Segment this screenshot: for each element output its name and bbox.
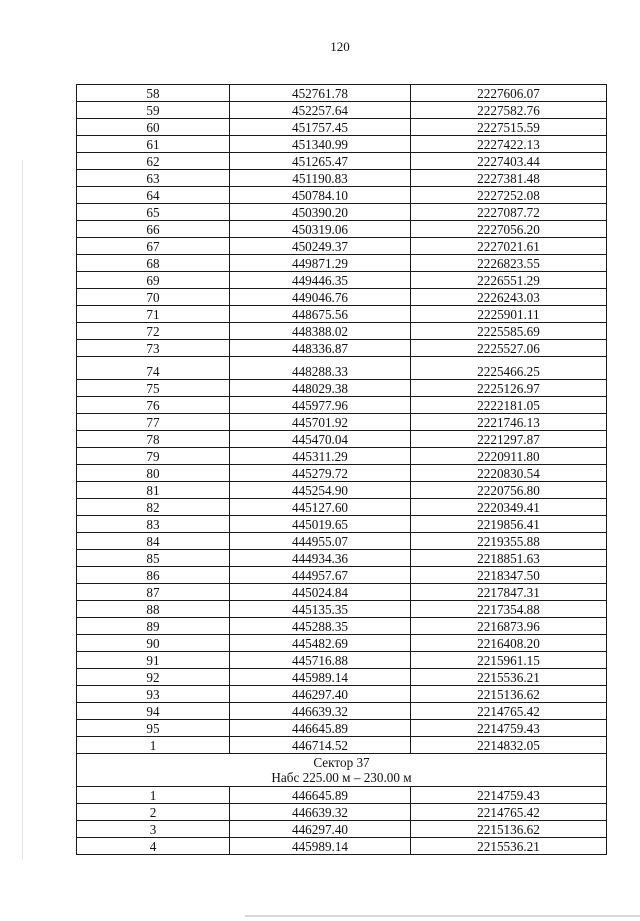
table-row bbox=[77, 838, 607, 855]
y-coordinate-cell: 2214765.42 bbox=[411, 804, 607, 821]
x-coordinate-cell: 448675.56 bbox=[230, 306, 411, 323]
point-number-cell: 1 bbox=[77, 787, 230, 804]
y-coordinate-cell: 2215536.21 bbox=[411, 838, 607, 855]
y-coordinate-cell: 2220756.80 bbox=[411, 482, 607, 499]
table-row bbox=[77, 737, 607, 754]
y-coordinate-cell: 2225466.25 bbox=[411, 357, 607, 380]
y-coordinate-cell: 2219856.41 bbox=[411, 516, 607, 533]
x-coordinate-cell: 446297.40 bbox=[230, 821, 411, 838]
y-coordinate-cell: 2215136.62 bbox=[411, 821, 607, 838]
point-number-cell: 80 bbox=[77, 465, 230, 482]
x-coordinate-cell: 446645.89 bbox=[230, 720, 411, 737]
x-coordinate-cell: 448288.33 bbox=[230, 357, 411, 380]
x-coordinate-cell: 445019.65 bbox=[230, 516, 411, 533]
y-coordinate-cell: 2216873.96 bbox=[411, 618, 607, 635]
x-coordinate-cell: 446714.52 bbox=[230, 737, 411, 754]
point-number-cell: 59 bbox=[77, 102, 230, 119]
y-coordinate-cell: 2227381.48 bbox=[411, 170, 607, 187]
y-coordinate-cell: 2215136.62 bbox=[411, 686, 607, 703]
table-row bbox=[77, 804, 607, 821]
table-row bbox=[77, 787, 607, 804]
point-number-cell: 84 bbox=[77, 533, 230, 550]
y-coordinate-cell: 2226551.29 bbox=[411, 272, 607, 289]
point-number-cell: 76 bbox=[77, 397, 230, 414]
table-row bbox=[77, 397, 607, 414]
point-number-cell: 68 bbox=[77, 255, 230, 272]
x-coordinate-cell: 448336.87 bbox=[230, 340, 411, 357]
y-coordinate-cell: 2227515.59 bbox=[411, 119, 607, 136]
point-number-cell: 71 bbox=[77, 306, 230, 323]
table-row bbox=[77, 119, 607, 136]
table-row bbox=[77, 238, 607, 255]
table-row bbox=[77, 255, 607, 272]
y-coordinate-cell: 2227056.20 bbox=[411, 221, 607, 238]
table-row bbox=[77, 221, 607, 238]
point-number-cell: 86 bbox=[77, 567, 230, 584]
x-coordinate-cell: 451265.47 bbox=[230, 153, 411, 170]
table-row bbox=[77, 499, 607, 516]
x-coordinate-cell: 452257.64 bbox=[230, 102, 411, 119]
point-number-cell: 66 bbox=[77, 221, 230, 238]
table-row bbox=[77, 170, 607, 187]
y-coordinate-cell: 2227582.76 bbox=[411, 102, 607, 119]
point-number-cell: 91 bbox=[77, 652, 230, 669]
x-coordinate-cell: 444934.36 bbox=[230, 550, 411, 567]
point-number-cell: 89 bbox=[77, 618, 230, 635]
point-number-cell: 87 bbox=[77, 584, 230, 601]
x-coordinate-cell: 444957.67 bbox=[230, 567, 411, 584]
sector-header-group bbox=[77, 754, 607, 787]
table-row bbox=[77, 153, 607, 170]
point-number-cell: 75 bbox=[77, 380, 230, 397]
table-row bbox=[77, 357, 607, 380]
point-number-cell: 92 bbox=[77, 669, 230, 686]
table-row bbox=[77, 618, 607, 635]
point-number-cell: 94 bbox=[77, 703, 230, 720]
point-number-cell: 95 bbox=[77, 720, 230, 737]
point-number-cell: 67 bbox=[77, 238, 230, 255]
sector-header-cell bbox=[77, 754, 607, 787]
table-row bbox=[77, 340, 607, 357]
x-coordinate-cell: 445701.92 bbox=[230, 414, 411, 431]
x-coordinate-cell: 450390.20 bbox=[230, 204, 411, 221]
table-row bbox=[77, 272, 607, 289]
x-coordinate-cell: 451757.45 bbox=[230, 119, 411, 136]
table-row bbox=[77, 323, 607, 340]
x-coordinate-cell: 445024.84 bbox=[230, 584, 411, 601]
y-coordinate-cell: 2227606.07 bbox=[411, 85, 607, 102]
x-coordinate-cell: 451340.99 bbox=[230, 136, 411, 153]
x-coordinate-cell: 448388.02 bbox=[230, 323, 411, 340]
y-coordinate-cell: 2217847.31 bbox=[411, 584, 607, 601]
table-row bbox=[77, 686, 607, 703]
y-coordinate-cell: 2220830.54 bbox=[411, 465, 607, 482]
x-coordinate-cell: 448029.38 bbox=[230, 380, 411, 397]
y-coordinate-cell: 2227021.61 bbox=[411, 238, 607, 255]
table-row bbox=[77, 289, 607, 306]
point-number-cell: 83 bbox=[77, 516, 230, 533]
point-number-cell: 73 bbox=[77, 340, 230, 357]
x-coordinate-cell: 445470.04 bbox=[230, 431, 411, 448]
table-row bbox=[77, 533, 607, 550]
table-row bbox=[77, 635, 607, 652]
x-coordinate-cell: 450784.10 bbox=[230, 187, 411, 204]
x-coordinate-cell: 450249.37 bbox=[230, 238, 411, 255]
point-number-cell: 4 bbox=[77, 838, 230, 855]
y-coordinate-cell: 2225126.97 bbox=[411, 380, 607, 397]
y-coordinate-cell: 2226243.03 bbox=[411, 289, 607, 306]
x-coordinate-cell: 445135.35 bbox=[230, 601, 411, 618]
point-number-cell: 81 bbox=[77, 482, 230, 499]
y-coordinate-cell: 2225901.11 bbox=[411, 306, 607, 323]
point-number-cell: 61 bbox=[77, 136, 230, 153]
x-coordinate-cell: 445989.14 bbox=[230, 669, 411, 686]
point-number-cell: 69 bbox=[77, 272, 230, 289]
x-coordinate-cell: 446645.89 bbox=[230, 787, 411, 804]
point-number-cell: 72 bbox=[77, 323, 230, 340]
y-coordinate-cell: 2225527.06 bbox=[411, 340, 607, 357]
table-row bbox=[77, 482, 607, 499]
point-number-cell: 58 bbox=[77, 85, 230, 102]
x-coordinate-cell: 451190.83 bbox=[230, 170, 411, 187]
x-coordinate-cell: 445127.60 bbox=[230, 499, 411, 516]
point-number-cell: 2 bbox=[77, 804, 230, 821]
y-coordinate-cell: 2218851.63 bbox=[411, 550, 607, 567]
point-number-cell: 70 bbox=[77, 289, 230, 306]
x-coordinate-cell: 446639.32 bbox=[230, 804, 411, 821]
y-coordinate-cell: 2217354.88 bbox=[411, 601, 607, 618]
point-number-cell: 85 bbox=[77, 550, 230, 567]
x-coordinate-cell: 445254.90 bbox=[230, 482, 411, 499]
y-coordinate-cell: 2227252.08 bbox=[411, 187, 607, 204]
table-row bbox=[77, 380, 607, 397]
y-coordinate-cell: 2214832.05 bbox=[411, 737, 607, 754]
coordinates-table-body-bottom bbox=[77, 787, 607, 855]
scan-bottom-edge bbox=[245, 915, 640, 917]
point-number-cell: 65 bbox=[77, 204, 230, 221]
point-number-cell: 82 bbox=[77, 499, 230, 516]
sector-elevation-range: Набс 225.00 м – 230.00 м bbox=[271, 770, 412, 785]
table-row bbox=[77, 567, 607, 584]
y-coordinate-cell: 2221297.87 bbox=[411, 431, 607, 448]
table-row bbox=[77, 306, 607, 323]
point-number-cell: 74 bbox=[77, 357, 230, 380]
point-number-cell: 78 bbox=[77, 431, 230, 448]
table-row bbox=[77, 431, 607, 448]
sector-title: Сектор 37 bbox=[313, 755, 370, 770]
y-coordinate-cell: 2220349.41 bbox=[411, 499, 607, 516]
point-number-cell: 3 bbox=[77, 821, 230, 838]
x-coordinate-cell: 450319.06 bbox=[230, 221, 411, 238]
table-row bbox=[77, 601, 607, 618]
y-coordinate-cell: 2226823.55 bbox=[411, 255, 607, 272]
y-coordinate-cell: 2215536.21 bbox=[411, 669, 607, 686]
coordinates-table-body-top bbox=[77, 85, 607, 754]
coordinates-table bbox=[76, 84, 607, 855]
table-row bbox=[77, 204, 607, 221]
x-coordinate-cell: 445977.96 bbox=[230, 397, 411, 414]
point-number-cell: 79 bbox=[77, 448, 230, 465]
y-coordinate-cell: 2216408.20 bbox=[411, 635, 607, 652]
y-coordinate-cell: 2227403.44 bbox=[411, 153, 607, 170]
point-number-cell: 60 bbox=[77, 119, 230, 136]
x-coordinate-cell: 444955.07 bbox=[230, 533, 411, 550]
table-row bbox=[77, 448, 607, 465]
point-number-cell: 62 bbox=[77, 153, 230, 170]
sector-header-row bbox=[77, 754, 607, 787]
x-coordinate-cell: 445716.88 bbox=[230, 652, 411, 669]
x-coordinate-cell: 449871.29 bbox=[230, 255, 411, 272]
y-coordinate-cell: 2219355.88 bbox=[411, 533, 607, 550]
point-number-cell: 88 bbox=[77, 601, 230, 618]
scan-margin-line bbox=[22, 160, 23, 860]
table-row bbox=[77, 584, 607, 601]
table-row bbox=[77, 465, 607, 482]
point-number-cell: 1 bbox=[77, 737, 230, 754]
y-coordinate-cell: 2222181.05 bbox=[411, 397, 607, 414]
x-coordinate-cell: 446297.40 bbox=[230, 686, 411, 703]
table-row bbox=[77, 720, 607, 737]
table-row bbox=[77, 516, 607, 533]
point-number-cell: 64 bbox=[77, 187, 230, 204]
x-coordinate-cell: 452761.78 bbox=[230, 85, 411, 102]
x-coordinate-cell: 449046.76 bbox=[230, 289, 411, 306]
table-row bbox=[77, 669, 607, 686]
y-coordinate-cell: 2215961.15 bbox=[411, 652, 607, 669]
table-row bbox=[77, 652, 607, 669]
x-coordinate-cell: 445989.14 bbox=[230, 838, 411, 855]
y-coordinate-cell: 2227422.13 bbox=[411, 136, 607, 153]
y-coordinate-cell: 2220911.80 bbox=[411, 448, 607, 465]
table-row bbox=[77, 703, 607, 720]
y-coordinate-cell: 2214759.43 bbox=[411, 720, 607, 737]
y-coordinate-cell: 2227087.72 bbox=[411, 204, 607, 221]
page-number: 120 bbox=[330, 39, 350, 54]
y-coordinate-cell: 2221746.13 bbox=[411, 414, 607, 431]
table-row bbox=[77, 821, 607, 838]
x-coordinate-cell: 445482.69 bbox=[230, 635, 411, 652]
point-number-cell: 63 bbox=[77, 170, 230, 187]
table-row bbox=[77, 550, 607, 567]
table-row bbox=[77, 187, 607, 204]
table-row bbox=[77, 85, 607, 102]
x-coordinate-cell: 445311.29 bbox=[230, 448, 411, 465]
point-number-cell: 77 bbox=[77, 414, 230, 431]
table-row bbox=[77, 102, 607, 119]
x-coordinate-cell: 445279.72 bbox=[230, 465, 411, 482]
point-number-cell: 90 bbox=[77, 635, 230, 652]
x-coordinate-cell: 446639.32 bbox=[230, 703, 411, 720]
table-row bbox=[77, 414, 607, 431]
y-coordinate-cell: 2214759.43 bbox=[411, 787, 607, 804]
y-coordinate-cell: 2225585.69 bbox=[411, 323, 607, 340]
y-coordinate-cell: 2214765.42 bbox=[411, 703, 607, 720]
table-row bbox=[77, 136, 607, 153]
point-number-cell: 93 bbox=[77, 686, 230, 703]
x-coordinate-cell: 449446.35 bbox=[230, 272, 411, 289]
x-coordinate-cell: 445288.35 bbox=[230, 618, 411, 635]
y-coordinate-cell: 2218347.50 bbox=[411, 567, 607, 584]
